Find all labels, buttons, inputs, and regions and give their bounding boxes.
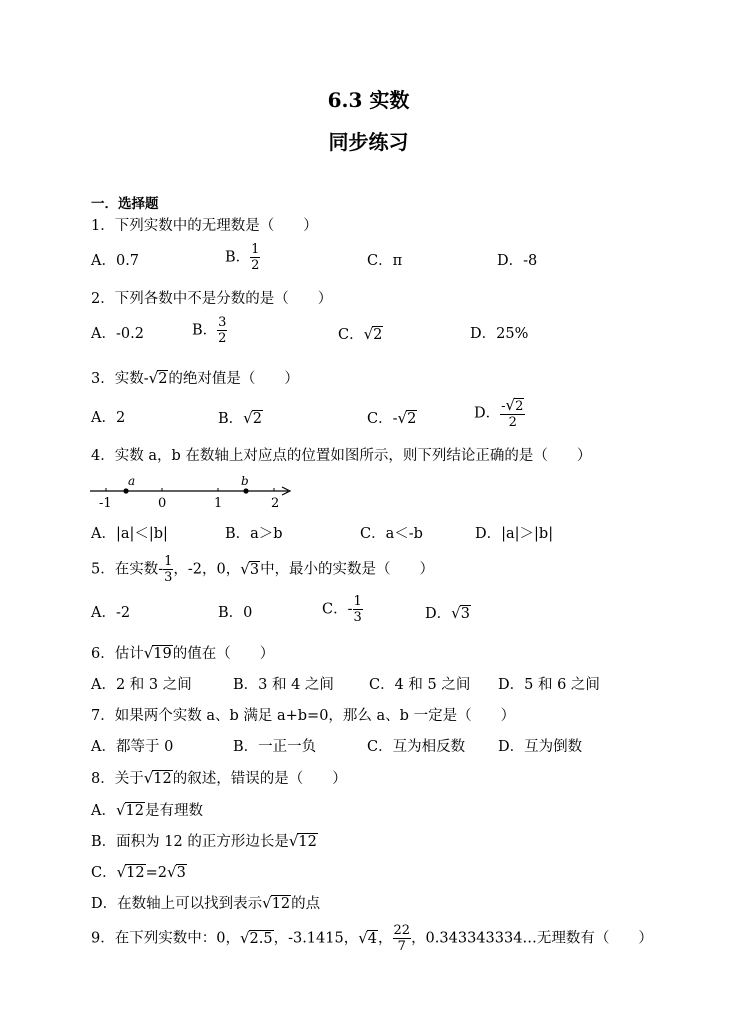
question-5-stem: 5．在实数- $\frac{1}{3}$ ，-2，0，√3中，最小的实数是（ ） [91,554,435,585]
point-a-label: a [128,474,136,488]
q3-option-c: C．-√2 [367,409,417,427]
sqrt: √4 [358,928,378,947]
q2-option-a: A．-0.2 [91,326,144,342]
fraction: $\frac{1}{2}$ [251,242,260,273]
sqrt: √3 [167,863,186,881]
q5-option-b: B．0 [218,605,253,621]
q4-option-a: A．|a|＜|b| [91,526,168,542]
section-heading: 一．选择题 [91,196,159,212]
sqrt: √2 [363,325,383,343]
q7-option-d: D．互为倒数 [498,739,583,755]
q7-option-b: B．一正一负 [233,739,317,755]
point-a [123,488,128,493]
page-title: 6.3 实数 [327,88,410,112]
q5-option-d: D．√3 [425,604,470,622]
q1-option-c: C．π [367,253,403,269]
q7-option-c: C．互为相反数 [367,739,466,755]
sqrt: √12 [116,863,145,881]
question-4-stem: 4．实数 a，b 在数轴上对应点的位置如图所示，则下列结论正确的是（ ） [91,448,592,464]
sqrt: √3 [240,559,260,578]
sqrt: √12 [262,894,291,912]
question-6-stem: 6．估计√19的值在（ ） [91,644,275,662]
q1-option-a: A．0.7 [91,253,140,269]
tick-label: 1 [214,496,223,511]
q3-option-b: B．√2 [218,409,262,427]
q3-option-a: A．2 [91,410,126,426]
sqrt: √2 [397,409,417,427]
sqrt: √3 [451,604,470,622]
q6-option-d: D．5 和 6 之间 [498,677,600,693]
tick-label: 2 [271,496,280,511]
point-b-label: b [241,474,249,488]
q4-option-b: B．a＞b [225,526,283,542]
q3-option-d: D． $\frac{-√2}{2}$ [474,396,524,430]
q8-option-b: B．面积为 12 的正方形边长是√12 [91,832,317,850]
q8-option-d: D．在数轴上可以找到表示√12的点 [91,894,321,912]
tick-label: 0 [158,496,167,511]
q1-option-d: D．-8 [497,253,538,269]
sqrt: √2 [243,409,262,427]
number-line [88,474,298,514]
fraction: $\frac{-√2}{2}$ [501,396,524,430]
fraction: $\frac{3}{2}$ [218,315,227,346]
q7-option-a: A．都等于 0 [91,739,174,755]
q2-option-c: C．√2 [338,325,383,343]
q2-option-d: D．25% [470,326,529,342]
question-7-stem: 7．如果两个实数 a、b 满足 a+b=0，那么 a、b 一定是（ ） [91,708,516,724]
q1-option-b: B． $\frac{1}{2}$ [225,242,260,273]
sqrt: √12 [288,832,317,850]
sqrt: √12 [115,801,144,819]
point-b [243,488,248,493]
q4-option-d: D．|a|＞|b| [475,526,554,542]
q8-option-a: A．√12是有理数 [91,801,203,819]
q6-option-a: A．2 和 3 之间 [91,677,192,693]
question-2-stem: 2．下列各数中不是分数的是（ ） [91,291,333,307]
q5-option-a: A．-2 [91,605,131,621]
q5-option-c: C．- $\frac{1}{3}$ [322,594,362,625]
q8-option-c: C．√12=2√3 [91,863,186,881]
sqrt: √2.5 [239,928,273,947]
q6-option-c: C．4 和 5 之间 [369,677,471,693]
q2-option-b: B． $\frac{3}{2}$ [192,315,227,346]
fraction: $\frac{1}{3}$ [353,594,362,625]
page-subtitle: 同步练习 [328,130,409,154]
fraction: $\frac{22}{7}$ [393,923,411,954]
question-9-stem: 9．在下列实数中：0，√2.5，-3.1415，√4， $\frac{22}{7}$ ，0.343343334…无理数有（ ） [91,923,653,954]
question-1-stem: 1．下列实数中的无理数是（ ） [91,218,318,234]
fraction: $\frac{1}{3}$ [164,554,173,585]
tick-label: -1 [99,496,112,511]
sqrt: √12 [143,769,172,787]
question-8-stem: 8．关于√12的叙述，错误的是（ ） [91,769,347,787]
q6-option-b: B．3 和 4 之间 [233,677,334,693]
q4-option-c: C．a＜-b [360,526,423,542]
question-3-stem: 3．实数-√2的绝对值是（ ） [91,369,299,387]
sqrt: √19 [143,644,172,662]
sqrt: √2 [148,369,168,387]
